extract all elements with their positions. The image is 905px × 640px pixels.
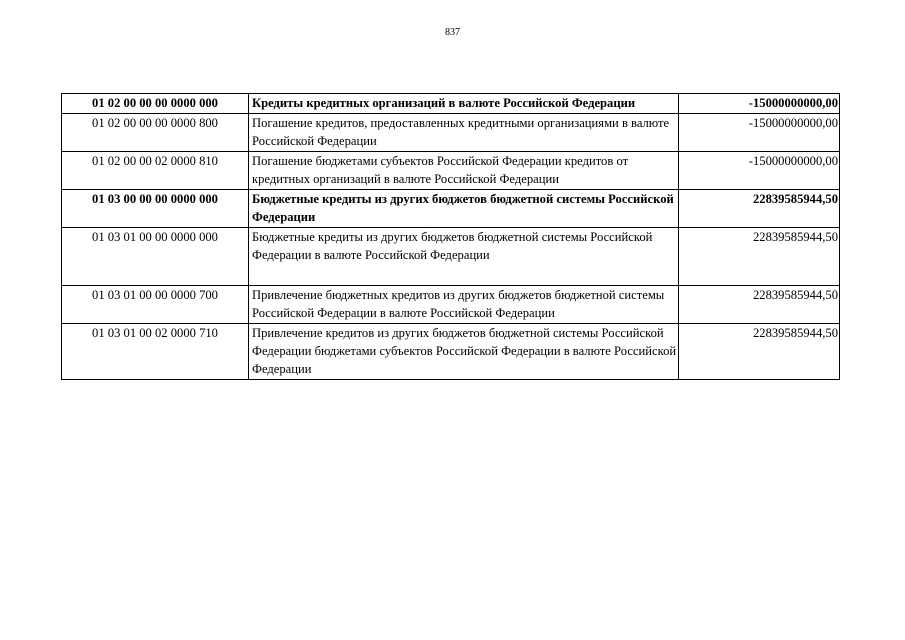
classification-code-cell: 01 02 00 00 00 0000 800 [62, 114, 249, 152]
table-row [62, 114, 840, 152]
amount-cell: -15000000000,00 [679, 114, 840, 152]
amount-cell: 22839585944,50 [679, 286, 840, 324]
amount-cell: 22839585944,50 [679, 190, 840, 228]
item-name-cell: Кредиты кредитных организаций в валюте Российской Федерации [249, 94, 679, 114]
table-row [62, 190, 840, 228]
item-name-cell: Погашение кредитов, предоставленных кредитными организациями в валюте Российской Федерации [249, 114, 679, 152]
classification-code-cell: 01 03 01 00 00 0000 700 [62, 286, 249, 324]
table-row [62, 324, 840, 380]
amount-cell: 22839585944,50 [679, 324, 840, 380]
table-row [62, 228, 840, 286]
classification-code-cell: 01 02 00 00 02 0000 810 [62, 152, 249, 190]
classification-code-cell: 01 03 01 00 00 0000 000 [62, 228, 249, 286]
item-name-cell: Бюджетные кредиты из других бюджетов бюджетной системы Российской Федерации в валюте Российской Федерации [249, 228, 679, 286]
classification-code-cell: 01 03 01 00 02 0000 710 [62, 324, 249, 380]
classification-code-cell: 01 02 00 00 00 0000 000 [62, 94, 249, 114]
classification-code-cell: 01 03 00 00 00 0000 000 [62, 190, 249, 228]
item-name-cell: Привлечение кредитов из других бюджетов бюджетной системы Российской Федерации бюджетами субъектов Российской Федерации в валюте Российской Федерации [249, 324, 679, 380]
table-row [62, 94, 840, 114]
amount-cell: 22839585944,50 [679, 228, 840, 286]
budget-sources-table [61, 93, 840, 380]
amount-cell: -15000000000,00 [679, 152, 840, 190]
table-row [62, 286, 840, 324]
item-name-cell: Привлечение бюджетных кредитов из других бюджетов бюджетной системы Российской Федерации в валюте Российской Федерации [249, 286, 679, 324]
table-row [62, 152, 840, 190]
item-name-cell: Бюджетные кредиты из других бюджетов бюджетной системы Российской Федерации [249, 190, 679, 228]
amount-cell: -15000000000,00 [679, 94, 840, 114]
page-number: 837 [445, 27, 460, 38]
item-name-cell: Погашение бюджетами субъектов Российской Федерации кредитов от кредитных организаций в валюте Российской Федерации [249, 152, 679, 190]
